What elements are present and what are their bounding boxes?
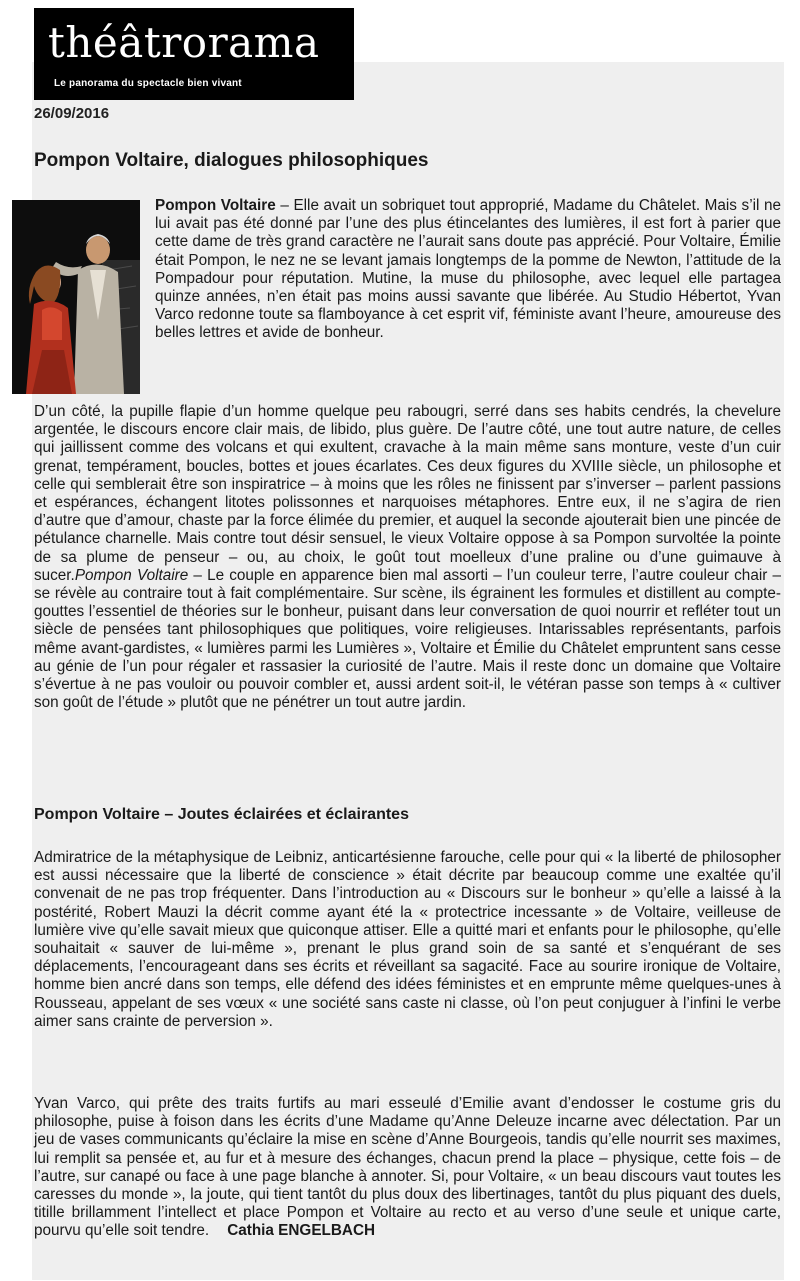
- paragraph-2-italic-title: Pompon Voltaire: [74, 566, 189, 584]
- logo-title: théâtrorama: [48, 18, 320, 67]
- paragraph-2-text-b: – Le couple en apparence bien mal assorti – l’un couleur terre, l’autre couleur chair – se révèle au contraire tout à fait complémentaire. Sur scène, ils égrainent les formules et distillent au compte-gouttes l’essentiel de théories sur le bonheur, puisant dans leur conversation de quoi nourrir et refléter tout un siècle de pensées tant philosophiques que politiques, voire religieuses. Intarissables représentants, parfois même avant-gardistes, « lumières parmi les Lumières », Voltaire et Émilie du Châtelet empruntent sans cesse au génie de l’un pour régaler et rassasier la curiosité de l’autre. Mais il reste donc un domaine que Voltaire s’évertue à ne pas vouloir ou pouvoir combler et, aussi ardent soit-il, le vétéran passe son temps à « cultiver son goût de l’étude » plutôt que ne pénétrer un tout autre jardin.: [34, 566, 781, 712]
- article-date: 26/09/2016: [34, 105, 110, 122]
- article-paragraph-3: Admiratrice de la métaphysique de Leibniz, anticartésienne farouche, celle pour qui « la liberté de philosopher est aussi nécessaire que la liberté de conscience » était décrite par beaucoup comme une exaltée qu’il convenait de ne pas trop fréquenter. Dans l’introduction au « Discours sur le bonheur » qu’elle a laissé à la postérité, Robert Mauzi la décrit comme ayant été la « protectrice incessante » de Voltaire, veilleuse de lumière vive qu’elle savait mieux que quiconque attiser. Elle a quitté mari et enfants pour le philosophe, qu’elle souhaitait « sauver de lui-même », prenant le plus grand soin de sa santé et s’enquérant de ses déplacements, l’encourageant dans ses écrits et réveillant sa sagacité. Face au sourire ironique de Voltaire, homme bien ancré dans son temps, elle défend des idées féministes et en emprunte même quelques-unes à Rousseau, appelant de ses vœux « une société sans caste ni classe, où l’on peut conjuguer à l’infini le verbe aimer sans crainte de perversion ».: [34, 849, 781, 1030]
- site-logo[interactable]: [34, 8, 354, 100]
- article-author: Cathia ENGELBACH: [227, 1222, 376, 1240]
- paragraph-2-text-a: D’un côté, la pupille flapie d’un homme quelque peu rabougri, serré dans ses habits cendrés, la chevelure argentée, le discours encore clair mais, de libido, plus guère. De l’autre côté, une tout autre nature, de celles qui jaillissent comme des volcans et qui exultent, cravache à la main même sans monture, veste d’un cuir grenat, tempérament, boucles, bottes et joues écarlates. Ces deux figures du XVIIIe siècle, un philosophe et celle qui semblerait être son inspiratrice – à moins que les rôles ne finissent par s’inverser – parlent passions et espérances, échangent litotes polissonnes et narquoises métaphores. Entre eux, il ne s’agira de rien d’autre que d’amour, chaste par la force élimée du premier, et auquel la seconde ajouterait bien une pincée de pétulance charnelle. Mais contre tout désir sensuel, le vieux Voltaire oppose à sa Pompon survoltée la pointe de sa plume de penseur – ou, au choix, le goût tout moelleux d’une praline ou d’une guimauve à sucer.: [34, 403, 781, 584]
- paragraph-4-text: Yvan Varco, qui prête des traits furtifs au mari esseulé d’Emilie avant d’endosser le costume gris du philosophe, puise à foison dans les écrits d’une Madame qu’Anne Deleuze incarne avec délectation. Par un jeu de vases communicants qu’éclaire la mise en scène d’Anne Bourgeois, tandis qu’elle nourrit ses maximes, lui remplit sa pensée et, au fur et à mesure des échanges, chacun prend la place – physique, cette fois – de l’autre, sur canapé ou face à une page blanche à annoter. Si, pour Voltaire, « un beau discours vaut toutes les caresses du monde », la joute, qui tient tantôt du plus doux des libertinages, tantôt du plus piquant des duels, titille brillamment l’intellect et place Pompon et Voltaire au recto et au verso d’une seule et unique carte, pourvu qu’elle soit tendre.: [34, 1095, 781, 1240]
- article-paragraph-4: [34, 1095, 781, 1241]
- article-photo: [12, 200, 140, 394]
- intro-lead: Pompon Voltaire: [155, 197, 276, 214]
- article-paragraph-2: [34, 403, 781, 712]
- intro-text: – Elle avait un sobriquet tout approprié, Madame du Châtelet. Mais s’il ne lui avait pas été donné par l’une des plus étincelantes des lumières, il est fort à parier que cette dame de très grand caractère ne l’aurait sans doute pas apprécié. Pour Voltaire, Émilie était Pompon, le nez ne se levant jamais longtemps de la pomme de Newton, l’attitude de la Pompadour pour réputation. Mutine, la muse du philosophe, avec lequel elle partagea quinze années, n’en était pas moins aussi savante que libérée. Au Studio Hébertot, Yvan Varco redonne toute sa flamboyance à cet esprit vif, féministe avant l’heure, amoureuse des belles lettres et avide de bonheur.: [155, 197, 781, 342]
- article-title: Pompon Voltaire, dialogues philosophiques: [34, 150, 429, 171]
- logo-subtitle: Le panorama du spectacle bien vivant: [54, 78, 242, 89]
- article-paragraph-intro: [155, 197, 781, 343]
- stage-photo-illustration: [12, 200, 140, 394]
- section-subtitle: Pompon Voltaire – Joutes éclairées et éclairantes: [34, 806, 409, 823]
